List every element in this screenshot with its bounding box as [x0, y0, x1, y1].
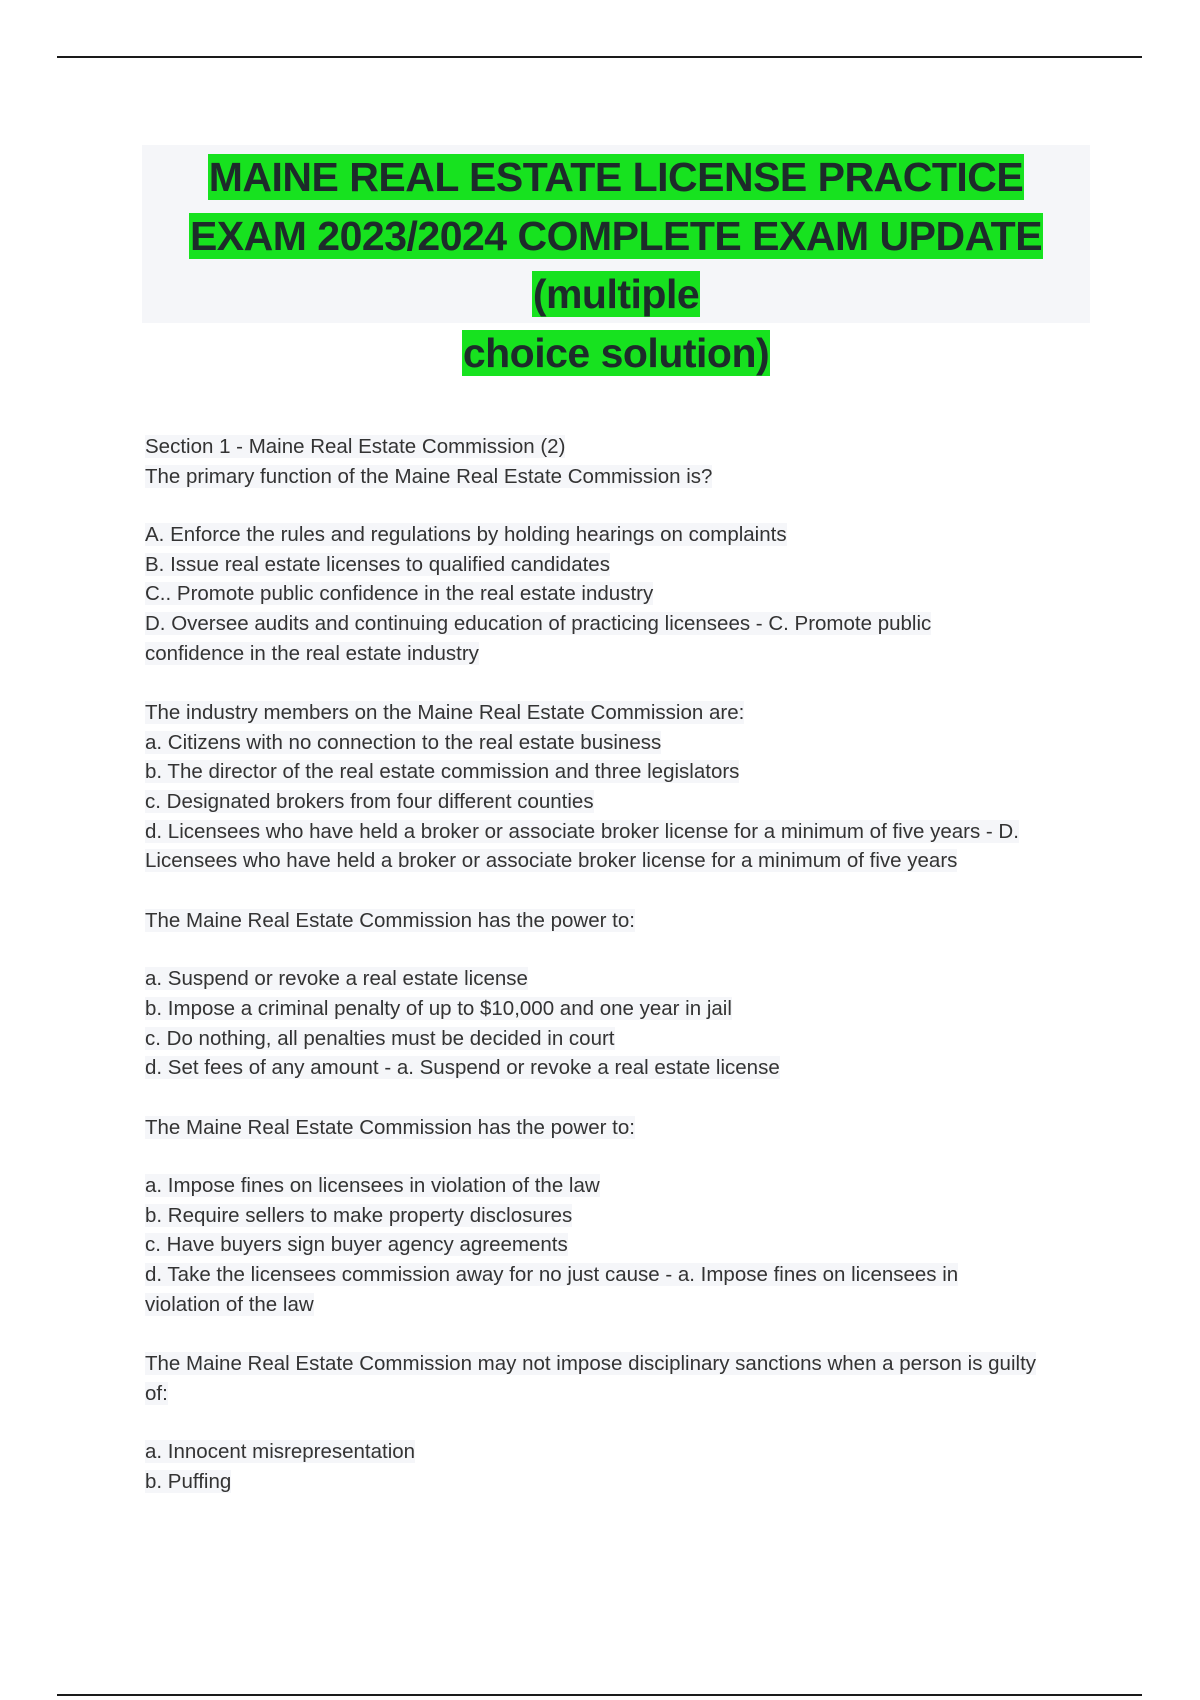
question-text: The Maine Real Estate Commission has the power to:: [145, 908, 635, 932]
question-text: The Maine Real Estate Commission may not impose disciplinary sanctions when a person is guilty of:: [145, 1352, 1037, 1405]
question-block: [145, 698, 1105, 876]
answer-option: D. Oversee audits and continuing education of practicing licensees - C. Promote public confidence in the real estate industry: [145, 611, 932, 665]
answer-option: d. Licensees who have held a broker or associate broker license for a minimum of five years - D. Licensees who have held a broker or associate broker license for a minimum of five years: [145, 819, 1019, 873]
document-body: [145, 432, 1105, 1497]
answer-option: a. Innocent misrepresentation: [145, 1440, 416, 1464]
title-line-2: EXAM 2023/2024 COMPLETE EXAM UPDATE: [189, 212, 1043, 259]
title-line-3: (multiple: [532, 271, 700, 317]
answer-option: c. Do nothing, all penalties must be decided in court: [145, 1026, 615, 1050]
section-heading: Section 1 - Maine Real Estate Commission (2): [145, 435, 566, 458]
answer-option: c. Designated brokers from four different counties: [145, 789, 594, 813]
answer-option: a. Citizens with no connection to the real estate business: [145, 730, 662, 754]
answer-option: B. Issue real estate licenses to qualified candidates: [145, 552, 610, 576]
question-text: The primary function of the Maine Real Estate Commission is?: [145, 464, 713, 488]
question-block: [145, 906, 1105, 1083]
question-block: [145, 1113, 1105, 1320]
answer-option: A. Enforce the rules and regulations by holding hearings on complaints: [145, 523, 787, 547]
question-text: The Maine Real Estate Commission has the power to:: [145, 1115, 635, 1139]
question-block: [145, 432, 1105, 668]
answer-option: a. Suspend or revoke a real estate license: [145, 967, 528, 991]
answer-option: b. Require sellers to make property disclosures: [145, 1203, 573, 1227]
answer-option: c. Have buyers sign buyer agency agreements: [145, 1233, 568, 1257]
answer-option: C.. Promote public confidence in the real estate industry: [145, 582, 654, 606]
page-title: [142, 148, 1090, 382]
question-text: The industry members on the Maine Real Estate Commission are:: [145, 701, 745, 725]
answer-option: a. Impose fines on licensees in violation of the law: [145, 1174, 600, 1198]
top-rule: [57, 56, 1142, 58]
title-line-1: MAINE REAL ESTATE LICENSE PRACTICE: [208, 154, 1024, 200]
answer-option: d. Set fees of any amount - a. Suspend or revoke a real estate license: [145, 1056, 780, 1080]
question-block: [145, 1349, 1105, 1496]
answer-option: b. Puffing: [145, 1470, 232, 1494]
answer-option: b. The director of the real estate commission and three legislators: [145, 760, 740, 784]
bottom-rule: [57, 1694, 1142, 1696]
title-line-4: choice solution): [462, 329, 770, 376]
answer-option: d. Take the licensees commission away for no just cause - a. Impose fines on licensees in violation of the law: [145, 1263, 959, 1316]
answer-option: b. Impose a criminal penalty of up to $10,000 and one year in jail: [145, 996, 732, 1020]
